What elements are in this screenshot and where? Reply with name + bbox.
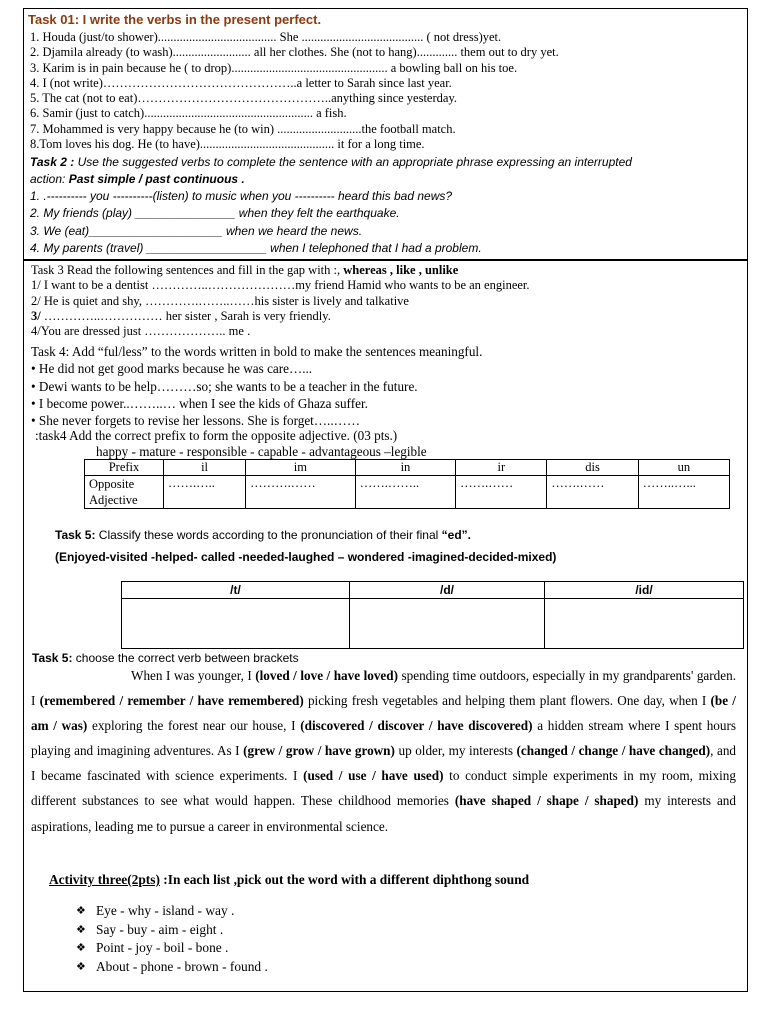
diamond-bullet-icon: ❖ (76, 961, 86, 974)
para-text: spending time outdoors, especially in my grandparents' garden. I (31, 668, 736, 709)
prefix-header-cell: im (246, 460, 356, 476)
verb-choice[interactable]: (changed / change / have changed) (516, 743, 711, 759)
diamond-bullet-icon: ❖ (76, 923, 86, 936)
task5b-paragraph (31, 663, 736, 839)
prefix-header-cell: Prefix (85, 460, 164, 476)
task1-title: Task 01: I write the verbs in the present perfect. (28, 12, 322, 27)
prefix-header-cell: il (164, 460, 246, 476)
sound-answer-cell[interactable] (545, 599, 744, 649)
activity3-lists (76, 902, 268, 977)
task4-bullet-1 (31, 360, 482, 377)
task2-line-4: 4. My parents (travel) __________________ when I telephoned that I had a problem. (30, 241, 482, 256)
task3-title-b: whereas , like , unlike (343, 263, 459, 277)
task2-line-3: 3. We (eat)____________________ when we heard the news. (30, 223, 363, 238)
diamond-bullet-icon: ❖ (76, 905, 86, 917)
task5a-label: Task 5: (55, 528, 96, 542)
prefix-table (84, 459, 730, 509)
task5a-words: (Enjoyed-visited -helped- called -needed-laughed – wondered -imagined-decided-mixed) (55, 550, 557, 564)
task4-bullet-3 (31, 395, 482, 412)
task3-title-a: Task 3 Read the following sentences and fill in the gap with :, (31, 263, 344, 277)
activity3-row (76, 902, 268, 921)
verb-choice[interactable]: (have shaped / shape / shaped) (454, 793, 639, 809)
task1-line-4: 4. I (not write)………………………………………..a letter to Sarah since last year. (30, 75, 452, 90)
para-text: , and I became fascinated with science experiments. I (31, 743, 737, 784)
task4-bullet-2 (31, 378, 482, 395)
task2-instruction (30, 154, 632, 171)
prefix-answer-blank[interactable]: ……..…... (638, 476, 729, 509)
task5b-instruction-text: choose the correct verb between brackets (72, 651, 299, 665)
task4-bullet-text: He did not get good marks because he was care…... (38, 361, 313, 377)
task2-instruction-text: Use the suggested verbs to complete the sentence with an appropriate phrase expressing an interrupted (74, 155, 632, 169)
bullet-dot-icon: • (31, 395, 36, 411)
task2-list (30, 188, 482, 258)
sound-header-cell: /id/ (545, 582, 744, 599)
prefix-answer-blank[interactable]: …….…… (456, 476, 547, 509)
prefix-answer-blank[interactable]: ……….…… (246, 476, 356, 509)
task2-instruction-2 (30, 171, 245, 188)
para-text: a hidden stream where I spent hours playing and imagining adventures. As I (31, 718, 737, 759)
task4-bullet-text: I become power..……..… when I see the kids of Ghaza suffer. (38, 395, 368, 411)
bullet-dot-icon: • (31, 378, 36, 394)
task4-title: Task 4: Add “ful/less” to the words written in bold to make the sentences meaningful. (31, 344, 483, 359)
activity3-row (76, 921, 268, 940)
verb-choice[interactable]: (used / use / have used) (303, 768, 444, 784)
task1-line-7: 7. Mohammed is very happy because he (to win) ...........................the football match. (30, 121, 456, 136)
prefix-header-cell: dis (547, 460, 638, 476)
prefix-answer-blank[interactable]: …….…… (547, 476, 638, 509)
task4-bullet-text: Dewi wants to be help………so; she wants to be a teacher in the future. (38, 378, 418, 394)
prefix-header-cell: ir (456, 460, 547, 476)
task3-line3-text: …………..…………… her sister , Sarah is very friendly. (43, 308, 331, 323)
prefix-header-row (85, 460, 730, 476)
activity3-list: Say - buy - aim - eight . (96, 921, 224, 937)
task3-line-4: 4/You are dressed just ……………….. me . (31, 324, 251, 339)
verb-choice[interactable]: (grew / grow / have grown) (243, 743, 395, 759)
sound-header-cell: /d/ (350, 582, 545, 599)
para-text: picking fresh vegetables and helping them plant flowers. One day, when I (303, 693, 711, 709)
sound-table (121, 581, 744, 649)
task5a-instruction-text: Classify these words according to the pronunciation of their final (95, 528, 442, 542)
bullet-dot-icon: • (31, 413, 36, 429)
prefix-answer-blank[interactable]: …….….. (164, 476, 246, 509)
task1-line-5: 5. The cat (not to eat)………………………………………..anything since yesterday. (30, 91, 458, 106)
activity3-row (76, 958, 268, 977)
task4-bullet-4 (31, 412, 482, 429)
task3-block (31, 263, 530, 339)
para-text: up older, my interests (394, 743, 517, 759)
para-text: exploring the forest near our house, I (87, 718, 301, 734)
task5a-ed: “ed”. (441, 528, 471, 542)
activity3-list: Eye - why - island - way . (96, 903, 235, 918)
task4b-words: happy - mature - responsible - capable - advantageous –legible (96, 444, 427, 459)
task4b-title: :task4 Add the correct prefix to form the opposite adjective. (03 pts.) (35, 428, 398, 443)
para-text: my interests and aspirations, leading me to pursue a career in environmental science. (31, 793, 736, 834)
task1-line-3: 3. Karim is in pain because he ( to drop).................................................. a bowling ball on his toe. (30, 60, 518, 75)
task3-title (31, 263, 530, 278)
sound-answer-cell[interactable] (350, 599, 545, 649)
prefix-row-label (85, 476, 164, 509)
task2-instruction2-a: action: (30, 172, 69, 186)
task1-list (30, 30, 559, 152)
task3-line-3 (31, 309, 530, 324)
para-text: When I was younger, I (131, 668, 256, 683)
sound-answer-cell[interactable] (122, 599, 350, 649)
task3-line3-num: 3/ (31, 308, 41, 323)
bullet-dot-icon: • (31, 361, 36, 377)
task4-bullet-text: She never forgets to revise her lessons. She is forget…..…… (38, 413, 361, 429)
verb-choice[interactable]: (loved / love / have loved) (255, 668, 399, 683)
task2-line-1: 1. .---------- you ----------(listen) to music when you ---------- heard this bad news? (30, 189, 453, 203)
task2-line-2: 2. My friends (play) _______________ when they felt the earthquake. (30, 206, 400, 221)
task4-block (31, 343, 482, 429)
verb-choice[interactable]: (discovered / discover / have discovered) (300, 718, 533, 734)
task1-line-6: 6. Samir (just to catch)...................................................... a fish. (30, 106, 347, 121)
row-label-line: Adjective (89, 493, 138, 507)
prefix-answer-blank[interactable]: …….…….. (355, 476, 455, 509)
task2-label: Task 2 : (30, 155, 75, 169)
para-text: to conduct simple experiments in my room, mixing different substances to see what would happen. These childhood memories (31, 768, 736, 809)
task1-line-2: 2. Djamila already (to wash)......................... all her clothes. She (not to hang)............. them out to dry yet. (30, 45, 559, 60)
row-label-line: Opposite (89, 477, 135, 491)
task5a-instruction (55, 528, 471, 542)
verb-choice[interactable]: (be / am / was) (31, 693, 736, 734)
activity3-row (76, 939, 268, 958)
task1-line-1: 1. Houda (just/to shower)...................................... She ....................................... ( not dress)yet. (30, 30, 502, 44)
verb-choice[interactable]: (remembered / remember / have remembered) (39, 693, 304, 709)
sound-header-cell: /t/ (122, 582, 350, 599)
task2-instruction2-b: Past simple / past continuous . (68, 172, 245, 186)
prefix-answer-row (85, 476, 730, 509)
prefix-header-cell: un (638, 460, 729, 476)
activity3-list: About - phone - brown - found . (96, 959, 268, 975)
activity3-title-b: :In each list ,pick out the word with a different diphthong sound (159, 872, 530, 887)
activity3-title-a: Activity three(2pts) (49, 872, 160, 887)
task3-line-1: 1/ I want to be a dentist …………..…………………my friend Hamid who wants to be an engineer. (31, 278, 530, 293)
task3-line-2: 2/ He is quiet and shy, ………….……..……his sister is lively and talkative (31, 293, 409, 308)
sound-header-row (122, 582, 744, 599)
diamond-bullet-icon: ❖ (76, 942, 86, 955)
task5b-label: Task 5: (32, 651, 73, 665)
activity3-list: Point - joy - boil - bone . (96, 940, 229, 956)
task1-line-8: 8.Tom loves his dog. He (to have)........................................... it for a long time. (30, 137, 425, 152)
sound-answer-row (122, 599, 744, 649)
prefix-header-cell: in (355, 460, 455, 476)
activity3-title (49, 872, 529, 888)
